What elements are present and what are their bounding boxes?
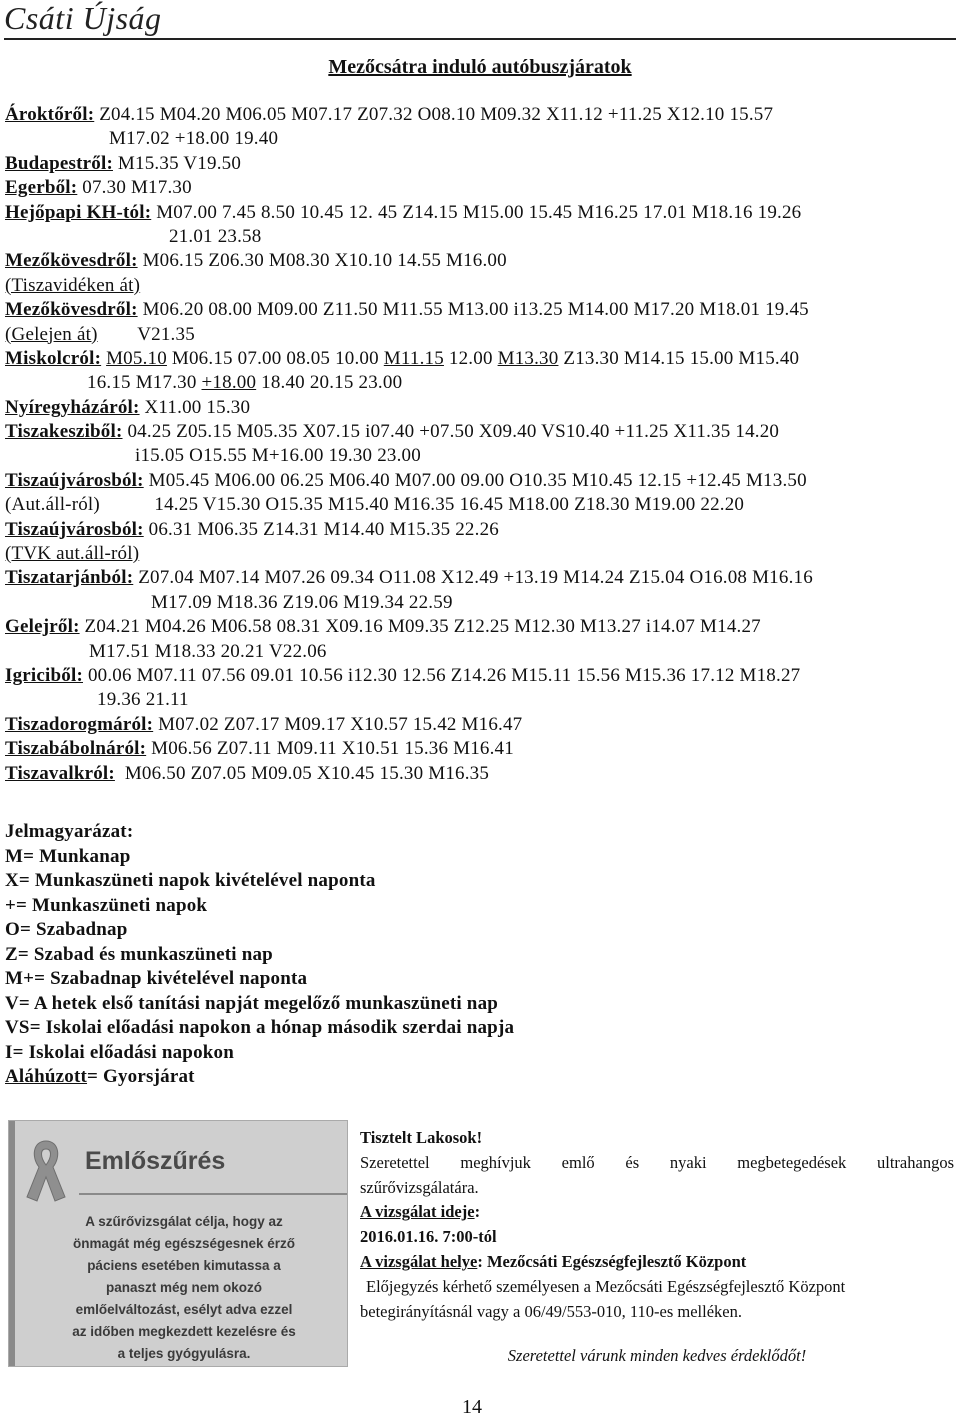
ad-text xyxy=(29,1211,339,1365)
express-time: +18.00 xyxy=(201,372,257,394)
departure-times: Z04.21 M04.26 M06.58 08.31 X09.16 M09.35 Z12.25 M12.30 M13.27 i14.07 M14.27 xyxy=(84,616,761,638)
schedule-line xyxy=(5,688,955,712)
origin-label: Gelejről: xyxy=(5,616,80,638)
departure-times: 07.30 M17.30 xyxy=(82,177,192,199)
page-number: 14 xyxy=(462,1396,482,1418)
notice-invite-line: szűrővizsgálatára. xyxy=(360,1177,479,1197)
departure-times: M07.00 7.45 8.50 10.45 12. 45 Z14.15 M15.00 15.45 M16.25 17.01 M18.16 19.26 xyxy=(156,201,802,223)
schedule-line xyxy=(5,201,955,225)
origin-label: Tiszatarjánból: xyxy=(5,567,134,589)
schedule-line xyxy=(5,640,955,664)
origin-label: Igriciből: xyxy=(5,664,83,686)
departure-times: M07.02 Z07.17 M09.17 X10.57 15.42 M16.47 xyxy=(158,713,523,735)
awareness-ribbon-icon xyxy=(19,1135,73,1205)
route-note: (Gelejen át) xyxy=(5,323,98,345)
notice-closing: Szeretettel várunk minden kedves érdeklődőt! xyxy=(507,1346,807,1366)
schedule-line xyxy=(5,127,955,151)
legend xyxy=(5,820,945,1090)
schedule-line xyxy=(5,298,955,322)
exam-place-row xyxy=(360,1250,954,1275)
screening-notice xyxy=(360,1126,954,1369)
origin-label: Egerből: xyxy=(5,177,78,199)
legend-item: X= Munkaszüneti napok kivételével naponta xyxy=(5,870,376,891)
schedule-line xyxy=(5,737,955,761)
notice-invite-line: Szeretettel meghívjuk emlő és nyaki megbetegedések ultrahangos xyxy=(360,1152,954,1172)
express-time: M11.15 xyxy=(383,347,444,369)
legend-item xyxy=(5,1065,945,1090)
legend-underline-key: Aláhúzott xyxy=(5,1066,88,1087)
legend-title: Jelmagyarázat: xyxy=(5,821,134,842)
masthead: Csáti Újság xyxy=(4,0,162,36)
schedule-line xyxy=(5,762,955,786)
departure-times: M06.20 08.00 M09.00 Z11.50 M11.55 M13.00 i13.25 M14.00 M17.20 M18.01 19.45 xyxy=(142,299,809,321)
route-note: (Tiszavidéken át) xyxy=(5,274,141,296)
departure-times: 06.31 M06.35 Z14.31 M14.40 M15.35 22.26 xyxy=(148,518,499,540)
schedule-line xyxy=(5,396,955,420)
departure-times: 21.01 23.58 xyxy=(169,225,262,247)
departure-times: M06.15 07.00 08.05 10.00 xyxy=(171,347,379,369)
origin-label: Tiszaújvárosból: xyxy=(5,469,144,491)
departure-times: 16.15 M17.30 xyxy=(87,372,197,394)
schedule-line xyxy=(5,591,955,615)
origin-label: Mezőkövesdről: xyxy=(5,250,138,272)
departure-times: M05.45 M06.00 06.25 M06.40 M07.00 09.00 O10.35 M10.45 12.15 +12.45 M13.50 xyxy=(148,469,807,491)
schedule-line xyxy=(5,371,955,395)
schedule-line xyxy=(5,518,955,542)
schedule-line xyxy=(5,152,955,176)
origin-label: Hejőpapi KH-tól: xyxy=(5,201,152,223)
legend-item: Z= Szabad és munkaszüneti nap xyxy=(5,943,273,965)
express-time: M05.10 xyxy=(106,347,167,369)
departure-times: M06.50 Z07.05 M09.05 X10.45 15.30 M16.35 xyxy=(124,762,490,784)
schedule-line xyxy=(5,542,955,566)
ad-text-line: az időben megkezdett kezelésre és xyxy=(72,1324,296,1339)
registration-line: betegirányításnál vagy a 06/49/553-010, 110-es melléken. xyxy=(360,1301,742,1321)
origin-label: Tiszavalkról: xyxy=(5,762,115,784)
exam-place-value: : Mezőcsáti Egészségfejlesztő Központ xyxy=(477,1251,747,1271)
departure-times: M15.35 V19.50 xyxy=(117,152,242,174)
ad-text-line: panaszt még nem okozó xyxy=(105,1280,263,1295)
origin-label: Budapestről: xyxy=(5,152,113,174)
departure-times: i15.05 O15.55 M+16.00 19.30 23.00 xyxy=(135,445,421,467)
route-note: (Aut.áll-ról) xyxy=(5,494,100,516)
schedule-line xyxy=(5,444,955,468)
schedule-line xyxy=(5,713,955,737)
schedule-line xyxy=(5,615,955,639)
legend-item: I= Iskolai előadási napokon xyxy=(5,1041,235,1063)
departure-times: Z13.30 M14.15 15.00 M15.40 xyxy=(563,347,800,369)
schedule-line xyxy=(5,274,955,298)
schedule-line xyxy=(5,225,955,249)
masthead-rule xyxy=(4,38,956,40)
ad-border-accent xyxy=(9,1121,15,1366)
legend-item: VS= Iskolai előadási napokon a hónap második szerdai napja xyxy=(5,1017,515,1038)
departure-times: V21.35 xyxy=(137,323,195,345)
departure-times: M17.09 M18.36 Z19.06 M19.34 22.59 xyxy=(151,591,453,613)
schedule-line xyxy=(5,323,955,347)
origin-label: Tiszabábolnáról: xyxy=(5,738,147,760)
legend-item: M+= Szabadnap kivételével naponta xyxy=(5,968,308,989)
ad-text-line: önmagát még egészségesnek érző xyxy=(72,1236,296,1251)
route-note: (TVK aut.áll-ról) xyxy=(5,543,140,565)
ad-text-line: páciens esetében kimutassa a xyxy=(87,1258,281,1273)
express-time: M13.30 xyxy=(497,347,559,369)
registration-line: Előjegyzés kérhető személyesen a Mezőcsáti Egészségfejlesztő Központ xyxy=(366,1276,846,1296)
departure-times: 12.00 xyxy=(448,347,493,369)
departure-times: M06.56 Z07.11 M09.11 X10.51 15.36 M16.41 xyxy=(151,738,514,760)
departure-times: 18.40 20.15 23.00 xyxy=(261,372,403,394)
origin-label: Miskolcról: xyxy=(5,347,102,369)
schedule-line xyxy=(5,347,955,371)
bus-schedule xyxy=(5,103,955,786)
legend-item: V= A hetek első tanítási napját megelőző munkaszüneti nap xyxy=(5,992,499,1014)
ad-divider xyxy=(79,1193,347,1195)
ad-text-line: emlőelváltozást, esélyt adva ezzel xyxy=(75,1302,293,1317)
exam-date-label-row xyxy=(360,1200,954,1225)
departure-times: 04.25 Z05.15 M05.35 X07.15 i07.40 +07.50 X09.40 VS10.40 +11.25 X11.35 14.20 xyxy=(127,421,780,443)
origin-label: Nyíregyházáról: xyxy=(5,396,140,418)
origin-label: Mezőkövesdről: xyxy=(5,299,138,321)
exam-date-colon: : xyxy=(474,1202,481,1222)
departure-times: X11.00 15.30 xyxy=(144,396,251,418)
departure-times: 00.06 M07.11 07.56 09.01 10.56 i12.30 12.56 Z14.26 M15.11 15.56 M15.36 17.12 M18.27 xyxy=(87,664,801,686)
departure-times: M17.02 +18.00 19.40 xyxy=(109,128,279,150)
origin-label: Ároktőről: xyxy=(5,104,95,125)
departure-times: Z07.04 M07.14 M07.26 09.34 O11.08 X12.49 +13.19 M14.24 Z15.04 O16.08 M16.16 xyxy=(138,567,813,589)
origin-label: Tiszakesziből: xyxy=(5,421,123,443)
section-title: Mezőcsátra induló autóbuszjáratok xyxy=(328,56,632,78)
departure-times: 19.36 21.11 xyxy=(97,689,189,711)
schedule-line xyxy=(5,249,955,273)
legend-item: += Munkaszüneti napok xyxy=(5,894,208,916)
departure-times: M06.15 Z06.30 M08.30 X10.10 14.55 M16.00 xyxy=(142,250,507,272)
screening-ad-image xyxy=(8,1120,348,1367)
schedule-line xyxy=(5,420,955,444)
legend-item: O= Szabadnap xyxy=(5,919,128,940)
departure-times: Z04.15 M04.20 M06.05 M07.17 Z07.32 O08.10 M09.32 X11.12 +11.25 X12.10 15.57 xyxy=(99,104,774,125)
schedule-line xyxy=(5,566,955,590)
notice-greeting: Tisztelt Lakosok! xyxy=(360,1128,483,1147)
schedule-line xyxy=(5,664,955,688)
schedule-line xyxy=(5,493,955,517)
exam-date-value: 2016.01.16. 7:00-tól xyxy=(360,1227,497,1247)
legend-item: M= Munkanap xyxy=(5,845,131,867)
schedule-line xyxy=(5,176,955,200)
origin-label: Tiszaújvárosból: xyxy=(5,518,144,540)
ad-heading: Emlőszűrés xyxy=(85,1147,226,1175)
ad-text-line: a teljes gyógyulásra. xyxy=(117,1346,251,1361)
schedule-line xyxy=(5,469,955,493)
origin-label: Tiszadorogmáról: xyxy=(5,713,154,735)
departure-times: M17.51 M18.33 20.21 V22.06 xyxy=(89,640,327,662)
page-header xyxy=(0,0,960,44)
ad-text-line: A szűrővizsgálat célja, hogy az xyxy=(85,1214,283,1229)
exam-place-label: A vizsgálat helye xyxy=(360,1251,478,1271)
exam-date-label: A vizsgálat ideje xyxy=(360,1202,475,1222)
legend-underline-value: = Gyorsjárat xyxy=(87,1066,195,1087)
departure-times: 14.25 V15.30 O15.35 M15.40 M16.35 16.45 M18.00 Z18.30 M19.00 22.20 xyxy=(154,494,745,516)
schedule-line xyxy=(5,103,955,127)
